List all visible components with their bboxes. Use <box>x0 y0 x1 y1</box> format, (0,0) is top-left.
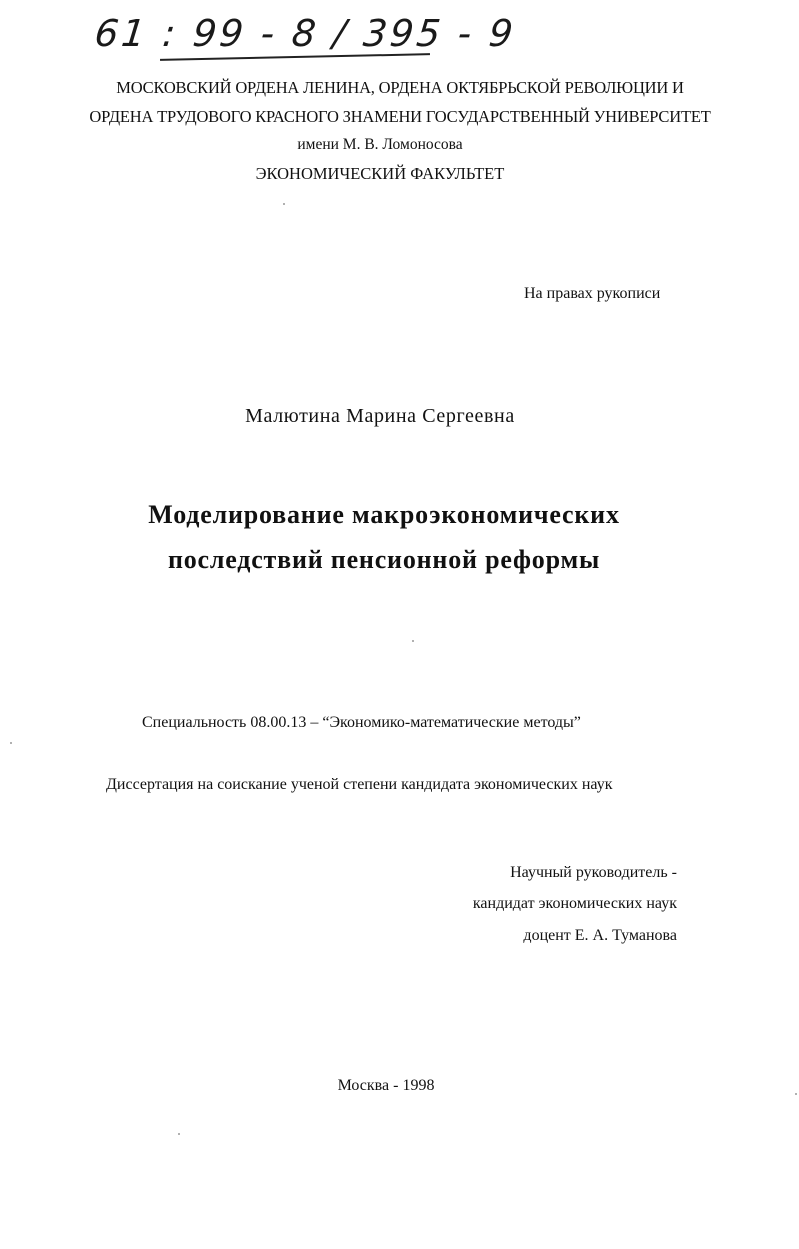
manuscript-rights-note: На правах рукописи <box>524 285 661 302</box>
faculty-name: ЭКОНОМИЧЕСКИЙ ФАКУЛЬТЕТ <box>255 164 505 183</box>
thesis-title-line-1: Моделирование макроэкономических <box>148 500 620 529</box>
thesis-title-line-2: последствий пенсионной реформы <box>167 545 601 574</box>
scan-speck <box>10 742 12 744</box>
university-name-line-1: МОСКОВСКИЙ ОРДЕНА ЛЕНИНА, ОРДЕНА ОКТЯБРЬСКОЙ РЕВОЛЮЦИИ И <box>116 78 684 97</box>
advisor-name: доцент Е. А. Туманова <box>523 927 677 944</box>
speciality-line: Специальность 08.00.13 – “Экономико-математические методы” <box>142 714 581 731</box>
advisor-role: Научный руководитель - <box>510 864 677 881</box>
scan-speck <box>412 640 414 642</box>
university-name-line-2: ОРДЕНА ТРУДОВОГО КРАСНОГО ЗНАМЕНИ ГОСУДАРСТВЕННЫЙ УНИВЕРСИТЕТ <box>89 107 711 126</box>
handwritten-archive-code: 61 : 99 - 8 / 395 - 9 <box>92 12 518 55</box>
scan-speck <box>283 203 285 205</box>
advisor-degree: кандидат экономических наук <box>472 895 677 912</box>
dissertation-degree-line: Диссертация на соискание ученой степени кандидата экономических наук <box>106 776 613 793</box>
author-name: Малютина Марина Сергеевна <box>245 405 515 427</box>
scan-speck <box>178 1133 180 1135</box>
place-and-year: Москва - 1998 <box>337 1077 435 1094</box>
university-named-after: имени М. В. Ломоносова <box>297 136 463 153</box>
scan-speck <box>795 1093 797 1095</box>
